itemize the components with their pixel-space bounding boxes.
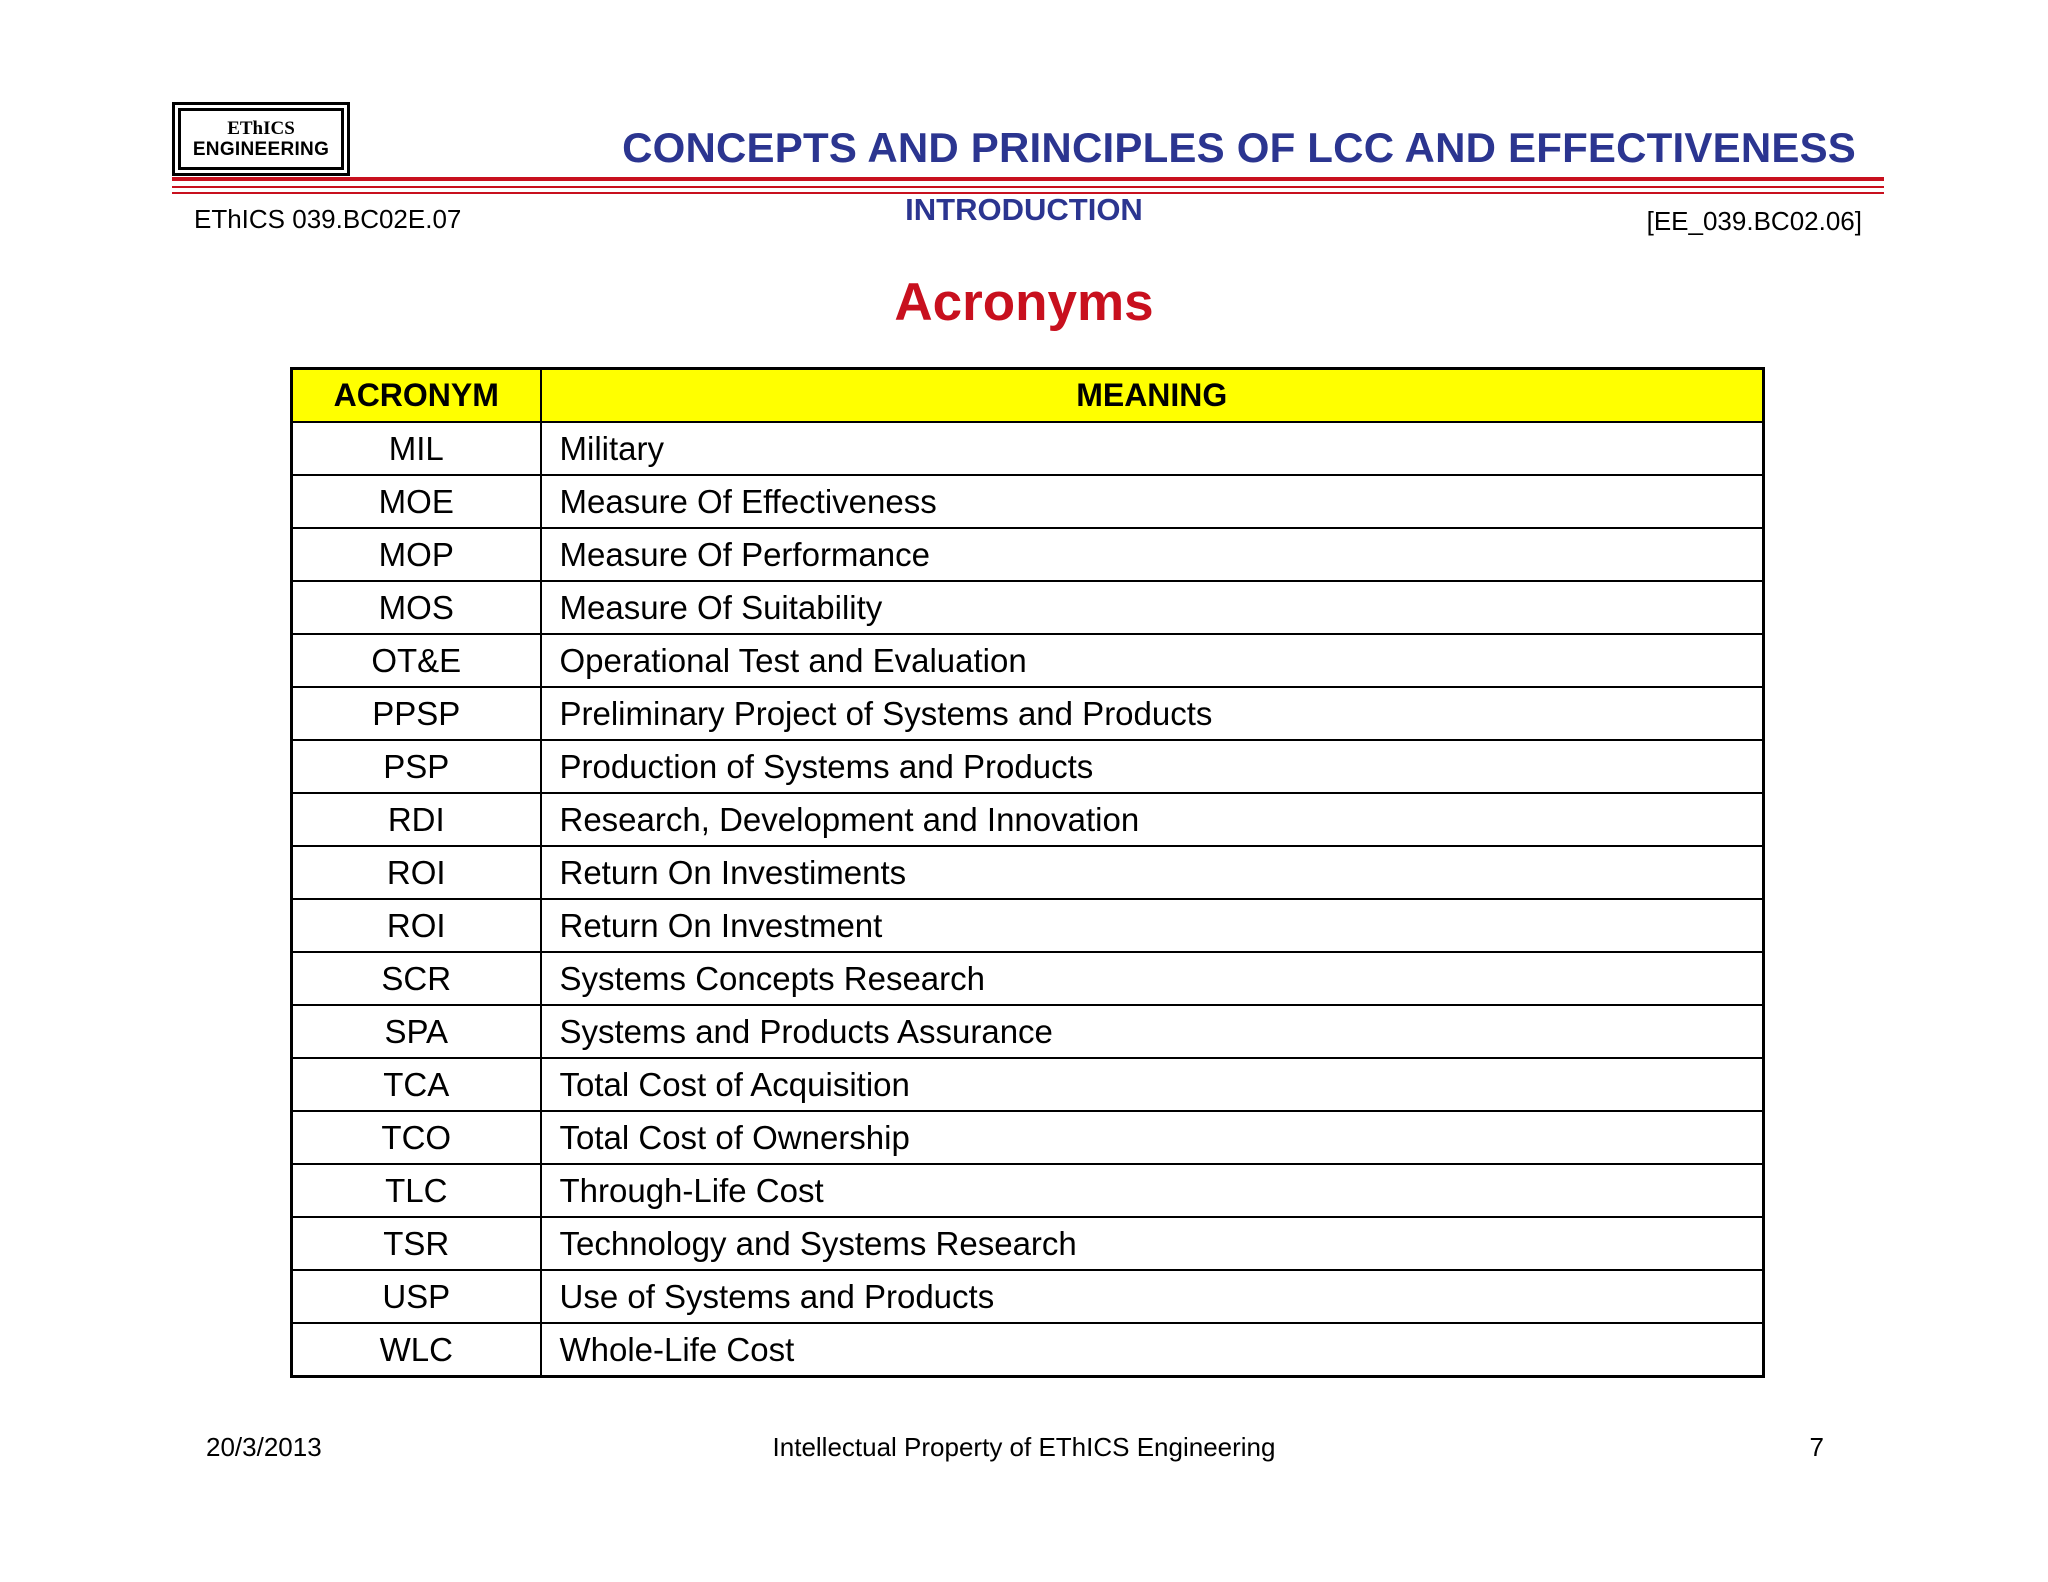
table-row (292, 1164, 1764, 1217)
document-code-right: [EE_039.BC02.06] (1646, 206, 1862, 236)
table-row (292, 1217, 1764, 1270)
table-body (292, 422, 1764, 1377)
column-header-meaning: MEANING (541, 369, 1764, 423)
meaning-cell: Measure Of Performance (541, 528, 1764, 581)
acronym-cell: PSP (292, 740, 541, 793)
acronym-cell: PPSP (292, 687, 541, 740)
acronym-cell: SCR (292, 952, 541, 1005)
header-rule-thick (172, 177, 1884, 181)
table-row (292, 687, 1764, 740)
table-row (292, 634, 1764, 687)
acronym-cell: TCA (292, 1058, 541, 1111)
table-row (292, 899, 1764, 952)
meaning-cell: Military (541, 422, 1764, 475)
table-row (292, 1270, 1764, 1323)
meaning-cell: Preliminary Project of Systems and Products (541, 687, 1764, 740)
slide-title: Acronyms (894, 273, 1154, 332)
acronym-cell: OT&E (292, 634, 541, 687)
document-code-left: EThICS 039.BC02E.07 (194, 204, 462, 234)
acronym-cell: MIL (292, 422, 541, 475)
page-title: CONCEPTS AND PRINCIPLES OF LCC AND EFFECTIVENESS (622, 124, 1856, 171)
acronym-cell: MOE (292, 475, 541, 528)
acronym-cell: RDI (292, 793, 541, 846)
acronym-cell: TSR (292, 1217, 541, 1270)
section-subtitle: INTRODUCTION (905, 192, 1143, 227)
table-row (292, 581, 1764, 634)
meaning-cell: Operational Test and Evaluation (541, 634, 1764, 687)
page-number: 7 (1809, 1432, 1824, 1462)
acronym-cell: USP (292, 1270, 541, 1323)
footer-date: 20/3/2013 (206, 1432, 322, 1462)
table-row (292, 528, 1764, 581)
table-row (292, 740, 1764, 793)
footer-copyright: Intellectual Property of EThICS Engineering (772, 1432, 1276, 1462)
acronym-cell: TLC (292, 1164, 541, 1217)
table-row (292, 952, 1764, 1005)
meaning-cell: Return On Investiments (541, 846, 1764, 899)
meaning-cell: Measure Of Effectiveness (541, 475, 1764, 528)
meaning-cell: Total Cost of Acquisition (541, 1058, 1764, 1111)
acronyms-table (290, 367, 1765, 1378)
acronym-cell: MOS (292, 581, 541, 634)
table-row (292, 422, 1764, 475)
acronym-cell: SPA (292, 1005, 541, 1058)
logo-line-1: EThICS (227, 118, 295, 139)
logo-line-2: ENGINEERING (192, 139, 330, 160)
header-rule-thin-1 (172, 186, 1884, 188)
logo-frame (178, 108, 344, 170)
table-row (292, 1111, 1764, 1164)
table-row (292, 846, 1764, 899)
acronym-cell: WLC (292, 1323, 541, 1377)
meaning-cell: Systems Concepts Research (541, 952, 1764, 1005)
table-row (292, 1058, 1764, 1111)
table-row (292, 475, 1764, 528)
acronym-cell: ROI (292, 846, 541, 899)
meaning-cell: Research, Development and Innovation (541, 793, 1764, 846)
meaning-cell: Systems and Products Assurance (541, 1005, 1764, 1058)
table-row (292, 1005, 1764, 1058)
meaning-cell: Measure Of Suitability (541, 581, 1764, 634)
acronym-cell: ROI (292, 899, 541, 952)
table-row (292, 1323, 1764, 1377)
table-header-row (292, 369, 1764, 423)
meaning-cell: Total Cost of Ownership (541, 1111, 1764, 1164)
meaning-cell: Technology and Systems Research (541, 1217, 1764, 1270)
acronym-cell: MOP (292, 528, 541, 581)
company-logo (172, 102, 350, 176)
meaning-cell: Whole-Life Cost (541, 1323, 1764, 1377)
meaning-cell: Production of Systems and Products (541, 740, 1764, 793)
table-row (292, 793, 1764, 846)
acronym-cell: TCO (292, 1111, 541, 1164)
meaning-cell: Use of Systems and Products (541, 1270, 1764, 1323)
column-header-acronym: ACRONYM (292, 369, 541, 423)
meaning-cell: Return On Investment (541, 899, 1764, 952)
meaning-cell: Through-Life Cost (541, 1164, 1764, 1217)
